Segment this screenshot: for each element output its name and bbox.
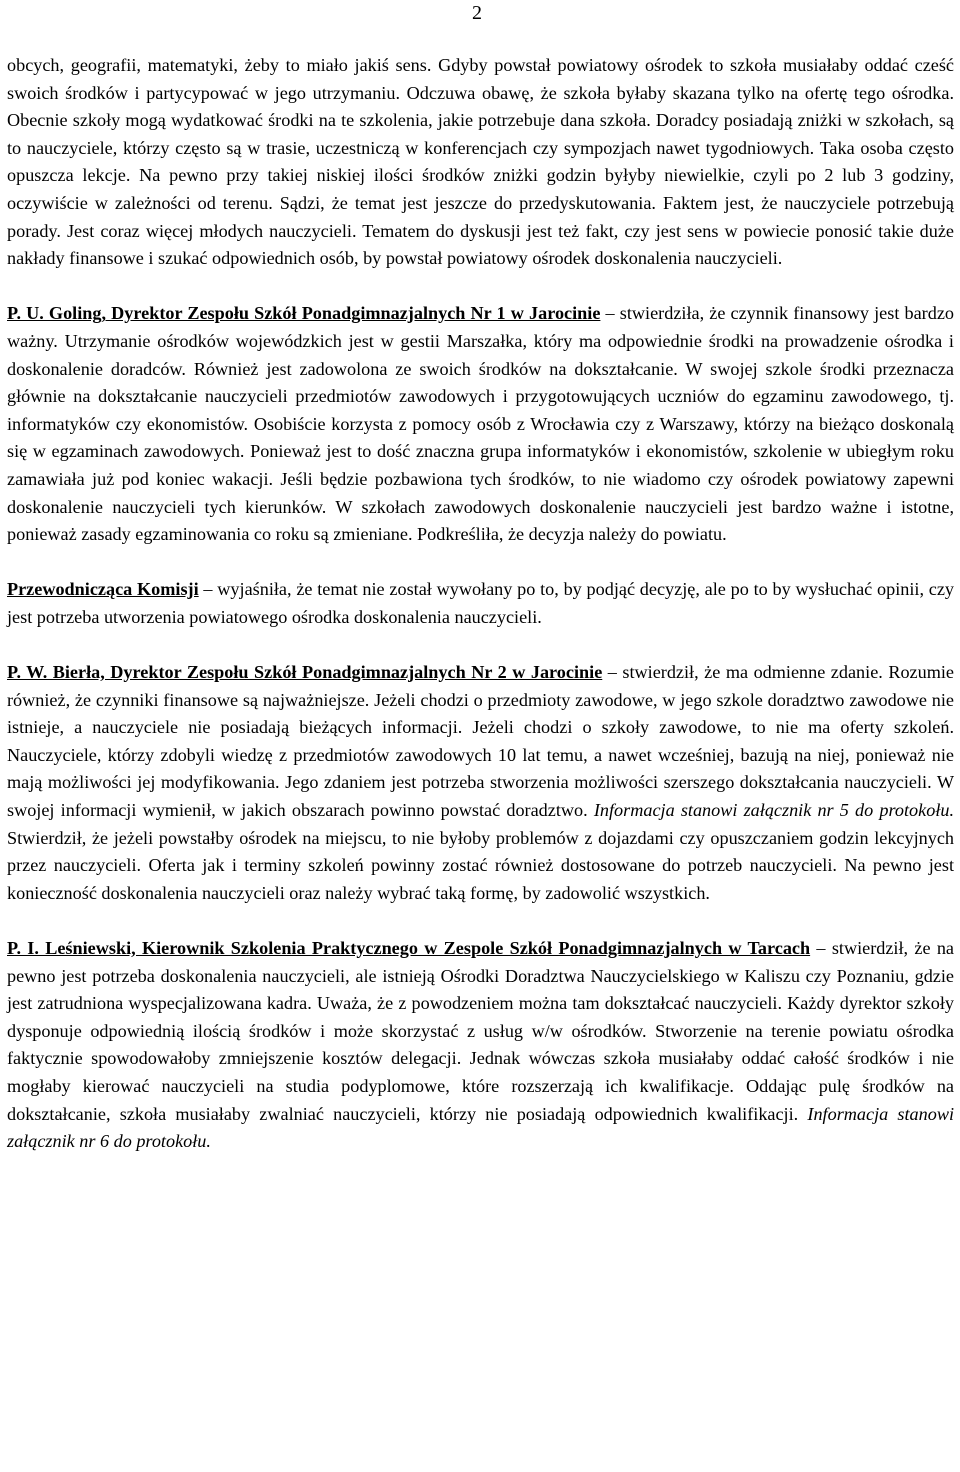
attachment-note: Informacja stanowi załącznik nr 6 do protokołu.	[7, 1103, 955, 1152]
paragraph-text: obcych, geografii, matematyki, żeby to miało jakiś sens. Gdyby powstał powiatowy ośrodek to szkoła musiałaby oddać cześć swoich środków i partycypować w jego utrzymaniu. Odczuwa obawę, że szkoła byłaby skazana tylko na ofertę tego ośrodka. Obecnie szkoły mogą wydatkować środki na te szkolenia, jakie potrzebuje dana szkoła. Doradcy posiadają zniżki w szkołach, są to nauczyciele, którzy często są w trasie, uczestniczą w konferencjach czy sympozjach nawet tygodniowych. Taka osoba często opuszcza lekcje. Na pewno przy takiej niskiej ilości środków zniżki godzin byłyby niewielkie, czyli po 2 lub 3 godziny, oczywiście w zależności od terenu. Sądzi, że temat jest jeszcze do przedyskutowania. Faktem jest, że nauczyciele potrzebują porady. Jest coraz więcej młodych nauczycieli. Tematem do dyskusji jest też fakt, czy jest sens w powiecie ponosić takie duże nakłady finansowe i szukać odpowiednich osób, by powstał powiatowy ośrodek doskonalenia nauczycieli.	[7, 55, 954, 269]
paragraph-text: – stwierdziła, że czynnik finansowy jest bardzo ważny. Utrzymanie ośrodków wojewódzkich jest w gestii Marszałka, który ma odpowiednie środki na prowadzenie ośrodka i doskonalenie doradców. Również jest zadowolona ze swoich środków na dokształcanie. W swojej szkole środki przeznacza głównie na dokształcanie nauczycieli przedmiotów zawodowych i przygotowujących uczniów do egzaminu zawodowego, tj. informatyków czy ekonomistów. Osobiście korzysta z pomocy osób z Wrocławia czy z Warszawy, którzy na bieżąco doskonalą się w egzaminach zawodowych. Ponieważ jest to dość znaczna grupa informatyków i ekonomistów, szkolenie w ubiegłym roku zamawiała już pod koniec wakacji. Jeśli będzie pozbawiona tych środków, to nie wiadomo czy ośrodek powiatowy zapewni doskonalenie nauczycieli tych kierunków. W szkołach zawodowych doskonalenie nauczycieli jest bardzo ważne i istotne, ponieważ zasady egzaminowania co roku są zmieniane. Podkreśliła, że decyzja należy do powiatu.	[7, 303, 954, 545]
paragraph	[7, 300, 954, 548]
paragraph-text-continued: Stwierdził, że jeżeli powstałby ośrodek na miejscu, to nie byłoby problemów z dojazdami czy opuszczaniem godzin lekcyjnych przez nauczycieli. Oferta jak i terminy szkoleń powinny zostać również dostosowane do potrzeb nauczycieli. Na pewno jest konieczność doskonalenia nauczycieli oraz należy wybrać taką formę, by zadowolić wszystkich.	[7, 827, 954, 903]
page-number: 2	[472, 2, 482, 24]
speaker-name: P. I. Leśniewski, Kierownik Szkolenia Praktycznego w Zespole Szkół Ponadgimnazjalnych w Tarcach	[7, 938, 811, 958]
paragraph	[7, 935, 954, 1156]
paragraph	[7, 576, 954, 631]
paragraph	[7, 52, 954, 273]
paragraph-text: – wyjaśniła, że temat nie został wywołany po to, by podjąć decyzję, ale po to by wysłuchać opinii, czy jest potrzeba utworzenia powiatowego ośrodka doskonalenia nauczycieli.	[7, 579, 955, 627]
document-body	[7, 52, 954, 1156]
speaker-name: P. U. Goling, Dyrektor Zespołu Szkół Ponadgimnazjalnych Nr 1 w Jarocinie	[7, 303, 601, 324]
paragraph-text: – stwierdził, że na pewno jest potrzeba doskonalenia nauczycieli, ale istnieją Ośrodki Doradztwa Nauczycielskiego w Kaliszu czy Poznaniu, gdzie jest zatrudniona wyspecjalizowana kadra. Uważa, że z powodzeniem można tam dokształcać nauczycieli. Każdy dyrektor szkoły dysponuje odpowiednią ilością środków i może skorzystać z usług w/w ośrodków. Stworzenie na terenie powiatu ośrodka faktycznie spowodowałoby zmniejszenie kosztów delegacji. Jednak wówczas szkoła musiałaby oddać całość środków i nie mogłaby kierować nauczycieli na studia podyplomowe, które rozszerzają ich kwalifikacje. Oddając pulę środków na dokształcanie, szkoła musiałaby zwalniać nauczycieli, którzy nie posiadają odpowiednich kwalifikacji.	[7, 938, 955, 1124]
attachment-note: Informacja stanowi załącznik nr 5 do protokołu.	[593, 800, 955, 821]
speaker-name: P. W. Bierła, Dyrektor Zespołu Szkół Ponadgimnazjalnych Nr 2 w Jarocinie	[7, 662, 603, 683]
speaker-name: Przewodnicząca Komisji	[7, 579, 199, 600]
paragraph-text: – stwierdził, że ma odmienne zdanie. Rozumie również, że czynniki finansowe są najważniejsze. Jeżeli chodzi o przedmioty zawodowe, w jego szkole doradztwo zawodowe nie istnieje, a nauczyciele nie posiadają bieżących informacji. Jeżeli chodzi o szkoły zawodowe, to nie ma oferty szkoleń. Nauczyciele, którzy zdobyli wiedzę z przedmiotów zawodowych 10 lat temu, a nawet wcześniej, bazują na niej, ponieważ nie mają możliwości jej modyfikowania. Jego zdaniem jest potrzeba stworzenia możliwości szerszego dokształcania nauczycieli. W swojej informacji wymienił, w jakich obszarach powinno powstać doradztwo.	[7, 662, 954, 821]
paragraph	[7, 659, 954, 907]
